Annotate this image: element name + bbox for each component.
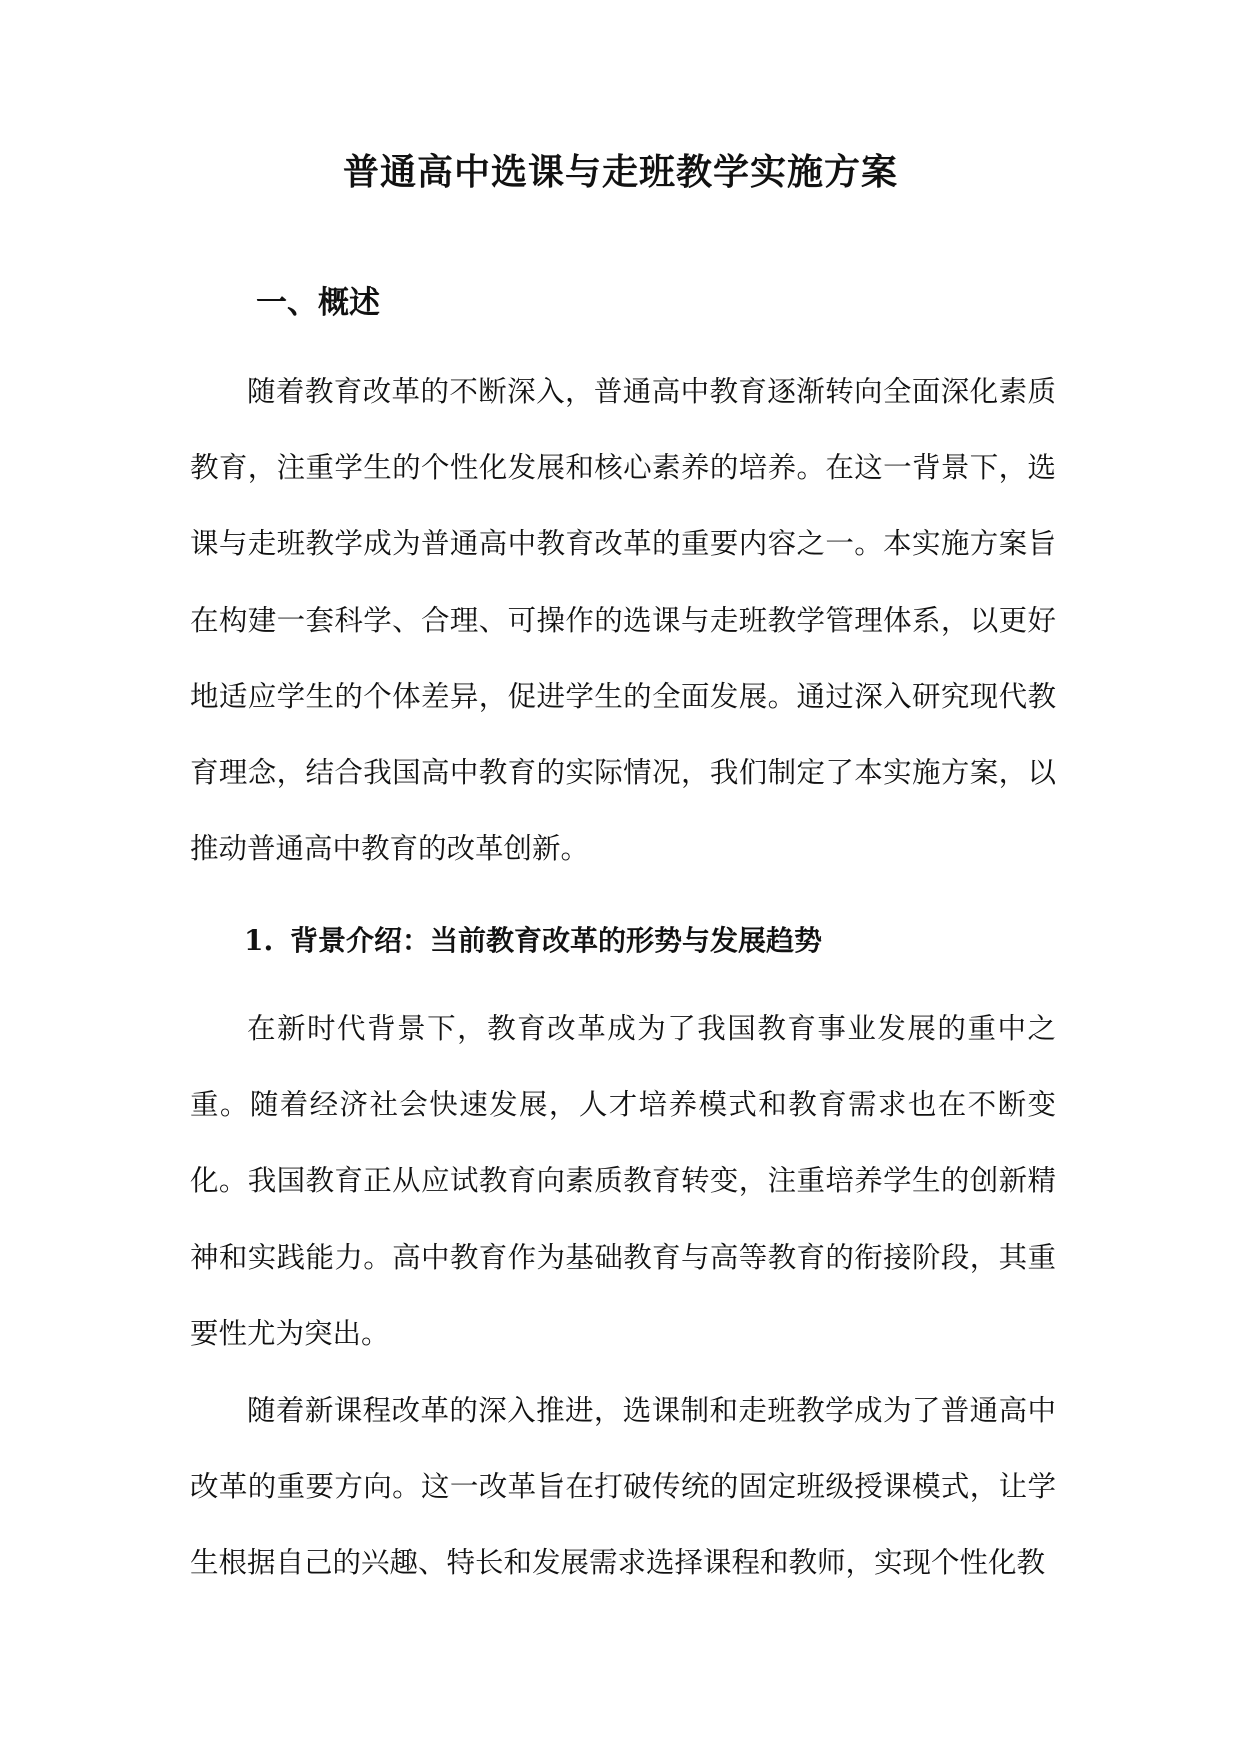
section-heading-overview: 一、概述 xyxy=(256,285,380,321)
subsection-number: 1. xyxy=(244,924,274,957)
background-paragraph-1: 在新时代背景下，教育改革成为了我国教育事业发展的重中之重。随着经济社会快速发展，人才培养模式和教育需求也在不断变化。我国教育正从应试教育向素质教育转变，注重培养学生的创新精神和实践能力。高中教育作为基础教育与高等教育的衔接阶段，其重要性尤为突出。 xyxy=(190,1012,1056,1350)
overview-paragraph: 随着教育改革的不断深入，普通高中教育逐渐转向全面深化素质教育，注重学生的个性化发展和核心素养的培养。在这一背景下，选课与走班教学成为普通高中教育改革的重要内容之一。本实施方案旨在构建一套科学、合理、可操作的选课与走班教学管理体系，以更好地适应学生的个体差异，促进学生的全面发展。通过深入研究现代教育理念，结合我国高中教育的实际情况，我们制定了本实施方案，以推动普通高中教育的改革创新。 xyxy=(190,375,1056,866)
document-title: 普通高中选课与走班教学实施方案 xyxy=(342,151,898,193)
subsection-heading-text: 背景介绍：当前教育改革的形势与发展趋势 xyxy=(290,924,823,957)
background-paragraph-2: 随着新课程改革的深入推进，选课制和走班教学成为了普通高中改革的重要方向。这一改革旨在打破传统的固定班级授课模式，让学生根据自己的兴趣、特长和发展需求选择课程和教师，实现个性化教 xyxy=(190,1394,1056,1580)
subsection-heading-background xyxy=(244,921,822,961)
